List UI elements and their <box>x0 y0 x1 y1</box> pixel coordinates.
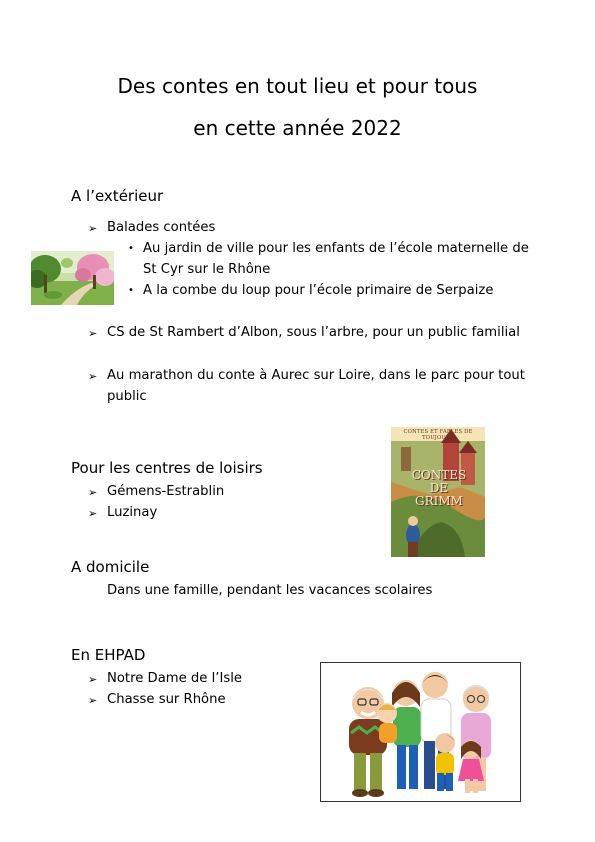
garden-painting-image <box>31 251 114 305</box>
sub-item-jardin-line-1: Au jardin de ville pour les enfants de l’école maternelle de <box>143 241 529 256</box>
list-item-notre-dame: Notre Dame de l’Isle <box>107 671 242 686</box>
arrow-bullet-icon: ➢ <box>88 507 98 520</box>
arrow-bullet-icon: ➢ <box>88 370 98 383</box>
page-title-line-1: Des contes en tout lieu et pour tous <box>117 74 478 98</box>
arrow-bullet-icon: ➢ <box>88 222 98 235</box>
list-item-luzinay: Luzinay <box>107 505 158 520</box>
arrow-bullet-icon: ➢ <box>88 327 98 340</box>
list-item-marathon-line-2: public <box>107 389 147 404</box>
list-item-balades: Balades contées <box>107 220 216 235</box>
sub-item-jardin-line-2: St Cyr sur le Rhône <box>143 262 271 277</box>
book-top-text: CONTES ET FABLES DE TOUJOURS <box>403 429 473 441</box>
grimm-book-cover-image <box>391 427 485 557</box>
list-item-cs: CS de St Rambert d’Albon, sous l’arbre, pour un public familial <box>107 325 520 340</box>
family-illustration-image <box>320 662 521 802</box>
list-item-chasse: Chasse sur Rhône <box>107 692 226 707</box>
book-title-line-2: DE <box>429 481 449 495</box>
heading-ehpad: En EHPAD <box>71 646 146 664</box>
book-title-line-1: CONTES <box>411 468 467 482</box>
heading-exterieur: A l’extérieur <box>71 187 164 205</box>
heading-domicile: A domicile <box>71 558 150 576</box>
list-item-gemens: Gémens-Estrablin <box>107 484 225 499</box>
arrow-bullet-icon: ➢ <box>88 673 98 686</box>
heading-loisirs: Pour les centres de loisirs <box>71 459 263 477</box>
list-item-marathon-line-1: Au marathon du conte à Aurec sur Loire, dans le parc pour tout <box>107 368 525 383</box>
dot-bullet-icon: • <box>128 243 134 254</box>
domicile-text: Dans une famille, pendant les vacances scolaires <box>107 583 433 598</box>
book-title <box>409 469 469 508</box>
sub-item-combe: A la combe du loup pour l’école primaire de Serpaize <box>143 283 494 298</box>
arrow-bullet-icon: ➢ <box>88 486 98 499</box>
dot-bullet-icon: • <box>128 285 134 296</box>
book-title-line-3: GRIMM <box>415 494 463 508</box>
page-title-line-2: en cette année 2022 <box>193 116 402 140</box>
arrow-bullet-icon: ➢ <box>88 694 98 707</box>
